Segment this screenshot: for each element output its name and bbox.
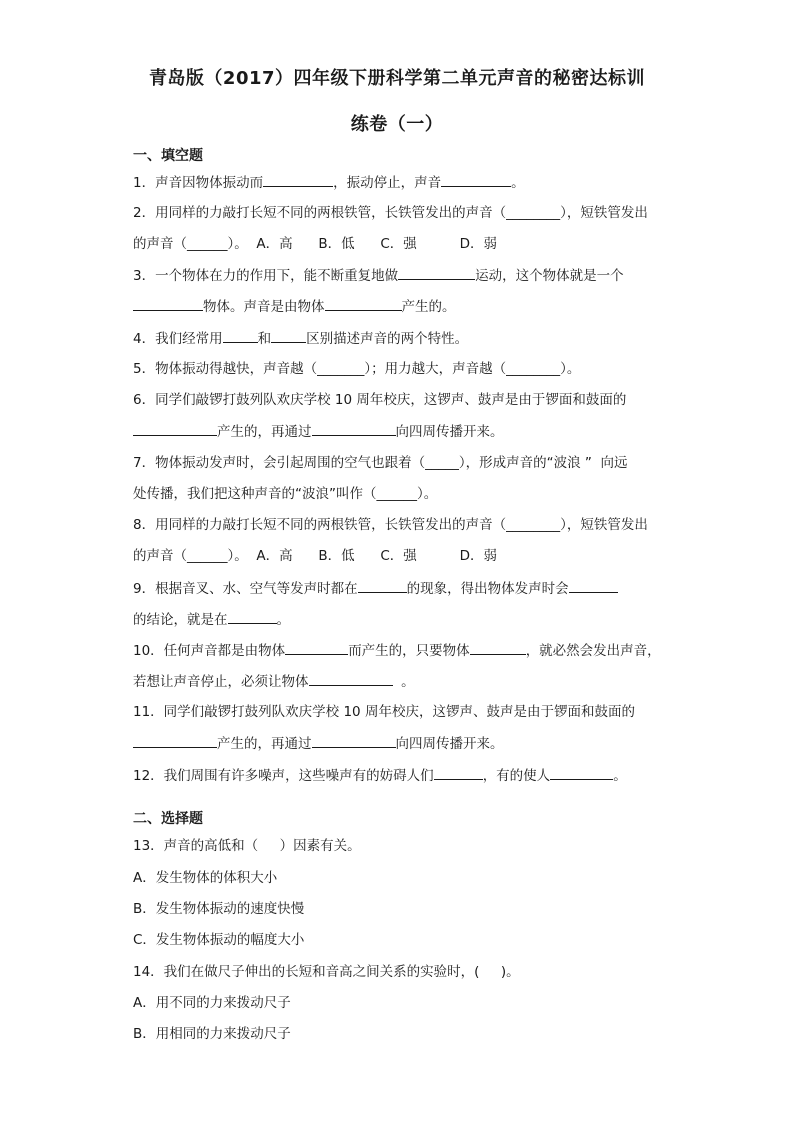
section-fill-in-blank: 一、填空题	[133, 148, 203, 164]
question-line	[133, 868, 277, 888]
question-text: 7．物体振动发声时，会引起周围的空气也跟着（_____），形成声音的“波浪 ” 向远	[133, 455, 628, 471]
question-text: 处传播，我们把这种声音的“波浪”叫作（______）。	[133, 486, 438, 502]
answer-blank[interactable]	[441, 172, 511, 187]
question-line	[133, 172, 525, 193]
question-text: 向四周传播开来。	[395, 736, 504, 752]
answer-blank[interactable]	[133, 733, 217, 748]
question-text: 。	[276, 612, 290, 628]
question-text: 。	[392, 674, 415, 690]
answer-blank[interactable]	[271, 328, 306, 343]
answer-blank[interactable]	[569, 578, 618, 593]
question-line	[133, 640, 661, 661]
answer-blank[interactable]	[228, 609, 277, 624]
question-line	[133, 671, 415, 692]
question-text: B．用相同的力来拨动尺子	[133, 1026, 291, 1042]
question-text: 而产生的，只要物体	[348, 643, 470, 659]
answer-blank[interactable]	[550, 765, 613, 780]
question-text: 。	[511, 175, 525, 191]
question-line	[133, 390, 626, 410]
question-line	[133, 702, 635, 722]
question-text: 10．任何声音都是由物体	[133, 643, 286, 659]
answer-blank[interactable]	[223, 328, 258, 343]
question-text: 14．我们在做尺子伸出的长短和音高之间关系的实验时，( )。	[133, 964, 520, 980]
question-text: 4．我们经常用	[133, 331, 223, 347]
question-line	[133, 265, 624, 286]
question-line	[133, 733, 504, 754]
question-line	[133, 930, 304, 950]
question-line	[133, 609, 290, 630]
answer-blank[interactable]	[434, 765, 483, 780]
question-text: ，就必然会发出声音，	[525, 643, 661, 659]
question-text: 3．一个物体在力的作用下，能不断重复地做	[133, 268, 399, 284]
question-text: 产生的。	[401, 299, 456, 315]
question-line	[133, 899, 304, 919]
answer-blank[interactable]	[263, 172, 333, 187]
question-line	[133, 993, 291, 1013]
section-multiple-choice: 二、选择题	[133, 811, 203, 827]
question-text: A．用不同的力来拨动尺子	[133, 995, 291, 1011]
answer-blank[interactable]	[285, 640, 348, 655]
answer-blank[interactable]	[358, 578, 407, 593]
answer-blank[interactable]	[398, 265, 475, 280]
question-text: B．发生物体振动的速度快慢	[133, 901, 305, 917]
question-line	[133, 328, 468, 349]
question-text: 1．声音因物体振动而	[133, 175, 264, 191]
question-text: 产生的，再通过	[217, 424, 312, 440]
question-text: 向四周传播开来。	[395, 424, 504, 440]
question-text: 运动，这个物体就是一个	[475, 268, 624, 284]
question-line	[133, 203, 648, 223]
title-line-2: 练卷（一）	[350, 114, 444, 135]
answer-blank[interactable]	[312, 733, 396, 748]
question-line	[133, 421, 504, 442]
question-line	[133, 546, 497, 566]
question-line	[133, 515, 648, 535]
question-text: C．发生物体振动的幅度大小	[133, 932, 305, 948]
question-text: 11．同学们敲锣打鼓列队欢庆学校 10 周年校庆，这锣声、鼓声是由于锣面和鼓面的	[133, 704, 635, 720]
question-text: ，有的使人	[482, 768, 551, 784]
answer-blank[interactable]	[325, 296, 402, 311]
question-text: 5．物体振动得越快，声音越（_______）；用力越大，声音越（________）。	[133, 361, 581, 377]
question-line	[133, 234, 497, 254]
question-text: 6．同学们敲锣打鼓列队欢庆学校 10 周年校庆，这锣声、鼓声是由于锣面和鼓面的	[133, 392, 627, 408]
question-line	[133, 836, 361, 856]
question-text: 13．声音的高低和（ ）因素有关。	[133, 838, 361, 854]
question-text: 区别描述声音的两个特性。	[306, 331, 469, 347]
question-text: 。	[613, 768, 627, 784]
question-text: 的现象，得出物体发声时会	[406, 581, 569, 597]
title-line-1: 青岛版（2017）四年级下册科学第二单元声音的秘密达标训	[148, 68, 646, 89]
answer-blank[interactable]	[309, 671, 393, 686]
question-line	[133, 962, 520, 982]
question-line	[133, 453, 627, 473]
question-line	[133, 1024, 291, 1044]
question-text: A．发生物体的体积大小	[133, 870, 278, 886]
question-line	[133, 359, 580, 379]
question-line	[133, 765, 627, 786]
question-line	[133, 578, 618, 599]
question-text: 12．我们周围有许多噪声，这些噪声有的妨碍人们	[133, 768, 434, 784]
question-text: 的声音（______）。 A．高 B．低 C．强 D．弱	[133, 548, 498, 564]
answer-blank[interactable]	[312, 421, 396, 436]
question-text: 的结论，就是在	[133, 612, 228, 628]
question-text: 物体。声音是由物体	[203, 299, 325, 315]
question-text: 的声音（______）。 A．高 B．低 C．强 D．弱	[133, 236, 498, 252]
question-text: ，振动停止，声音	[333, 175, 442, 191]
question-text: 产生的，再通过	[217, 736, 312, 752]
question-text: 8．用同样的力敲打长短不同的两根铁管，长铁管发出的声音（________），短铁管发出	[133, 517, 648, 533]
question-text: 若想让声音停止，必须让物体	[133, 674, 309, 690]
answer-blank[interactable]	[470, 640, 526, 655]
answer-blank[interactable]	[133, 421, 217, 436]
question-text: 和	[257, 331, 272, 347]
question-text: 9．根据音叉、水、空气等发声时都在	[133, 581, 358, 597]
question-line	[133, 484, 437, 504]
question-line	[133, 296, 456, 317]
answer-blank[interactable]	[133, 296, 203, 311]
question-text: 2．用同样的力敲打长短不同的两根铁管，长铁管发出的声音（________），短铁管发出	[133, 205, 648, 221]
